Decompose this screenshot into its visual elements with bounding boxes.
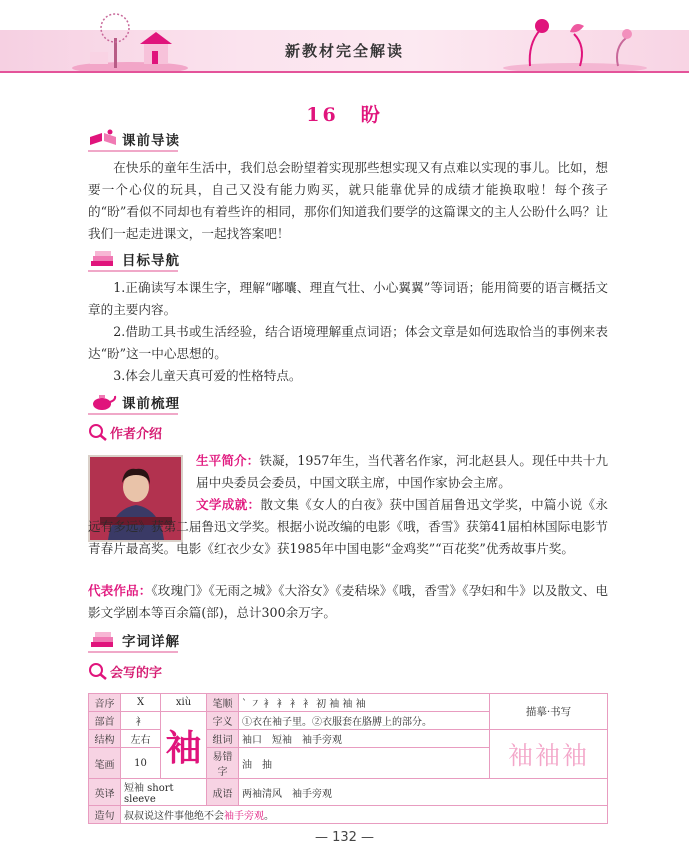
preview-paragraph [88,157,608,245]
magnifier-icon [88,662,108,680]
heading-underline [88,413,178,415]
trace-characters: 袖袖袖 [507,741,589,770]
achievement-text: 散文集《女人的白夜》获中国首届鲁迅文学奖，中篇小说《永远有多远》获第二届鲁迅文学奖。根据小说改编的电影《哦，香雪》获第41届柏林国际电影节青春片最高奖。电影《红衣少女》获1985年中国电影“金鸡奖”“百花奖”优秀故事片奖。 [88,497,609,556]
sentence-value [121,806,608,824]
magnifier-icon [88,423,108,441]
flowers-illustration [500,4,650,72]
write-chars-title: 会写的字 [110,665,163,681]
lesson-title: 16 盼 [306,104,383,126]
goals-list [88,277,608,387]
english-value: 短袖 short sleeve [121,779,207,806]
order-value: X [121,694,161,712]
author-achievements-full [88,494,608,560]
label-english: 英译 [89,779,121,806]
section-words-heading [88,630,180,650]
author-works [88,580,608,624]
preview-text: 在快乐的童年生活中，我们总会盼望着实现那些想实现又有点难以实现的事儿。比如，想要一个心仪的玩具，自己又没有能力购买，就只能靠优异的成绩才能换取啦！每个孩子的“盼”看似不同却也有着些许的相同，那你们知道我们要学的这篇课文的主人公盼什么吗？让我们一起走进课文，一起找答案吧！ [88,160,608,241]
sentence-highlight: 袖手旁观 [224,811,264,822]
heading-underline [88,150,178,152]
author-subheading-title: 作者介绍 [110,426,163,442]
page-header [0,0,689,72]
works-text: 《玫瑰门》《无雨之城》《大浴女》《麦秸垛》《哦，香雪》《孕妇和牛》以及散文、电影文学剧本等百余篇(部)，总计300余万字。 [88,583,609,620]
trace-header [490,694,608,730]
trace-label: 描摹·书写 [525,706,572,718]
label-strokes: 笔画 [89,748,121,779]
achievement-label: 文学成就： [196,497,261,512]
header-divider [0,71,689,73]
house-tree-illustration [70,4,190,72]
teapot-icon [88,392,118,412]
sentence-suffix: 。 [264,811,274,822]
heading-underline [88,270,178,272]
section-review-heading [88,392,180,412]
label-compounds: 组词 [207,730,239,748]
label-confusable: 易错字 [207,748,239,779]
book-title: 新教材完全解读 [284,42,404,60]
label-meaning: 字义 [207,712,239,730]
book-stack-icon [88,249,118,269]
trace-area [490,730,608,779]
label-structure: 结构 [89,730,121,748]
stroke-order-value: ` ㇇ 衤 衤 衤 衤 初 袖 袖 袖 [239,694,490,712]
sentence-prefix: 叔叔说这件事他绝不会 [124,811,224,822]
meaning-value: ①衣在袖子里。②衣服套在胳膊上的部分。 [239,712,490,730]
goal-item: 2.借助工具书或生活经验，结合语境理解重点词语；体会文章是如何选取恰当的事例来表达“盼”这一中心思想的。 [88,324,608,361]
write-chars-subheading [88,662,162,680]
author-bio [196,450,608,494]
label-idiom: 成语 [207,779,239,806]
label-sentence: 造句 [89,806,121,824]
section-goals-title: 目标导航 [122,253,180,269]
heading-underline [88,651,178,653]
section-preview-heading [88,129,180,149]
radical-value: 衤 [121,712,161,730]
confusable-value: 油 抽 [239,748,490,779]
label-order: 音序 [89,694,121,712]
section-preview-title: 课前导读 [122,133,180,149]
section-review-title: 课前梳理 [122,396,180,412]
label-radical: 部首 [89,712,121,730]
works-label: 代表作品： [88,583,152,598]
character-table [88,693,608,824]
compounds-value: 袖口 短袖 袖手旁观 [239,730,490,748]
goal-item: 1.正确读写本课生字，理解“嘟囔、理直气壮、小心翼翼”等词语；能用简要的语言概括文章的主要内容。 [88,280,608,317]
author-subheading [88,423,162,441]
page-number: — 132 — [314,830,375,845]
goal-item: 3.体会儿童天真可爱的性格特点。 [113,368,302,383]
bio-label: 生平简介： [196,453,260,468]
structure-value: 左右 [121,730,161,748]
label-stroke-order: 笔顺 [207,694,239,712]
open-book-icon [88,129,118,149]
main-character: 袖 [161,712,207,779]
book-stack-icon [88,630,118,650]
section-goals-heading [88,249,180,269]
bio-text: 铁凝，1957年生，当代著名作家，河北赵县人。现任中共十九届中央委员会委员，中国文联主席，中国作家协会主席。 [196,453,608,490]
idiom-value: 两袖清风 袖手旁观 [239,779,608,806]
pinyin-value: xiù [161,694,207,712]
strokes-value: 10 [121,748,161,779]
section-words-title: 字词详解 [122,634,180,650]
